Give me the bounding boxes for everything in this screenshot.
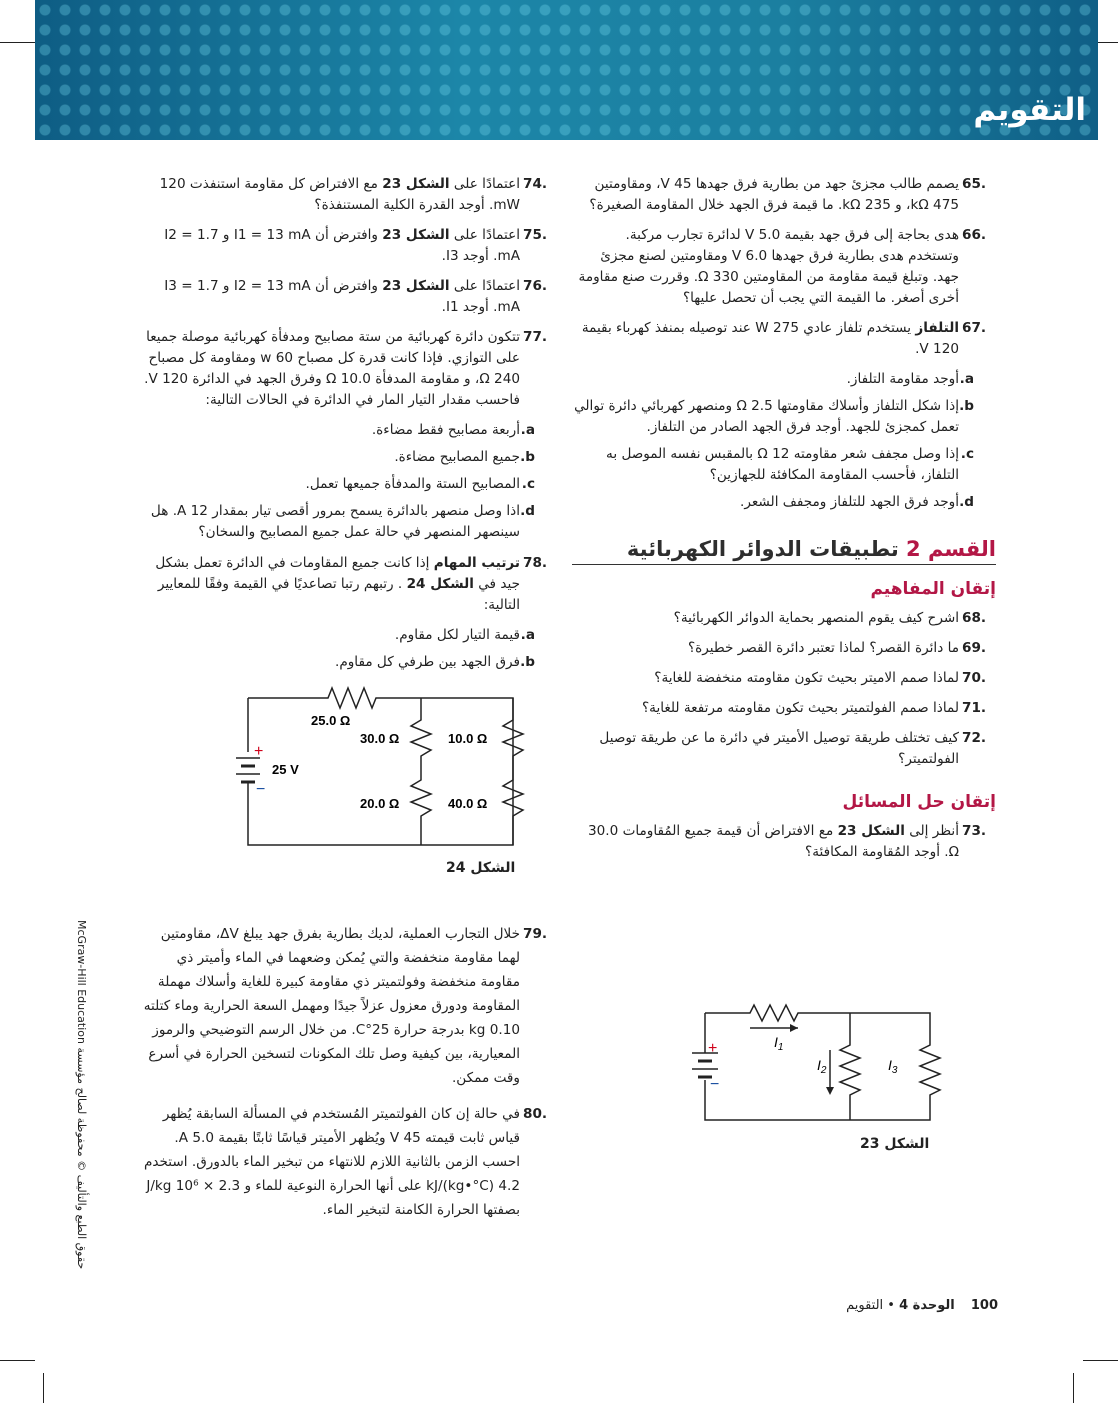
plus-sign: + [708,1040,718,1057]
section-title: تطبيقات الدوائر الكهربائية [626,537,899,561]
question-65 [572,174,996,216]
arrow-head [826,1087,834,1095]
page-footer [846,1298,998,1313]
sub-text: أربعة مصابيح فقط مضاءة. [371,422,520,438]
sub-label: a. [959,371,974,387]
crop-mark [1073,1373,1074,1403]
crop-mark [0,1360,35,1361]
question-72 [572,728,996,770]
question-text: هدى بحاجة إلى فرق جهد بقيمة 5.0 V لدائرة تجارب مركبة. وتستخدم هدى بطارية فرق جهدها 6.0 V ومقاومتين لصنع مجزئ جهد. وتبلغ قيمة مقاومة من المقاومتين 330 Ω. وقررت صنع مقاومة أخرى أصغر. ما القيمة التي يجب أن تحصل عليها؟ [578,227,959,306]
keyword: ترتيب المهام [433,555,520,571]
question-69 [572,638,996,659]
question-number: 77. [523,329,548,345]
resistor-label: 30.0 Ω [360,731,400,746]
footer-bullet: • [887,1298,895,1313]
question-70 [572,668,996,689]
question-text: خلال التجارب العملية، لديك بطارية بفرق جهد يبلغ ΔV، مقاومتين لهما مقاومة منخفضة والتي يُمكن وضعهما في الماء وأميتر ذي مقاومة منخفضة وفولتميتر ذي مقاومة كبيرة للغاية وأسلاك مهملة المقاومة ودورق معزول عزلاً جيدًا ومهمل السعة الحرارية وماء كتلته 0.10 kg بدرجة حرارة 25°C. من خلال الرسم التوضيحي والرموز المعيارية، بين كيفية وصل تلك المكونات لتسخين الحرارة في أسرع وقت ممكن. [143,926,520,1086]
question-number: 79. [523,926,548,942]
sub-label: b. [520,654,535,670]
sub-label: a. [520,627,535,643]
question-number: 70. [962,670,987,686]
sub-question [138,501,557,543]
sub-text: إذا شكل التلفاز وأسلاك مقاومتها 2.5 Ω ومنصهر كهربائي دائرة توالي تعمل كمجزئ للجهد. أوجد فرق الجهد الصادر من التلفاز. [574,398,959,435]
resistor-label: 40.0 Ω [448,796,488,811]
right-column [572,174,996,872]
question-text: اشرح كيف يقوم المنصهر بحماية الدوائر الكهربائية؟ [673,610,959,626]
question-pre: اعتمادًا على [453,278,520,294]
question-text: لماذا صمم الفولتميتر بحيث تكون مقاومته مرتفعة للغاية؟ [641,700,959,716]
minus-sign: − [256,781,266,798]
resistor-label: 10.0 Ω [448,731,488,746]
sub-question [138,474,557,495]
question-number: 75. [523,227,548,243]
question-text: تتكون دائرة كهربائية من ستة مصابيح ومدفأة كهربائية موصلة جميعا على التوازي. فإذا كانت قدرة كل مصباح 60 w ومقاومة كل مصباح 240 Ω، و مقاومة المدفأة 10.0 Ω وفرق الجهد في الدائرة 120 V. فاحسب مقدار التيار المار في الدائرة في الحالات التالية: [144,329,520,408]
crop-mark [43,1373,44,1403]
sub-label: c. [521,476,535,492]
question-75 [138,225,557,267]
question-text: ما دائرة القصر؟ لماذا تعتبر دائرة القصر خطيرة؟ [687,640,959,656]
sub-text: أوجد فرق الجهد للتلفاز ومجفف الشعر. [740,494,959,510]
sub-label: b. [520,449,535,465]
figure-24-circuit [228,680,528,855]
sub-text: إذا وصل مجفف شعر مقاومته 12 Ω بالمقبس نفسه الموصل به التلفاز، فأحسب المقاومة المكافئة للجهازين؟ [606,446,959,483]
keyword: الشكل 24 [406,576,474,592]
resistor-branch [411,698,431,845]
left-column [138,174,557,679]
page-title: التقويم [973,92,1086,128]
sub-question [572,492,996,513]
current-label-i2: $I_2$ [817,1057,827,1076]
resistor-label: 25.0 Ω [311,713,351,728]
sub-question [572,444,996,486]
question-77 [138,327,557,411]
problems-heading: إتقان حل المسائل [842,792,996,812]
sub-text: جميع المصابيح مضاءة. [394,449,520,465]
resistor [840,1013,860,1120]
current-label-i3: $I_3$ [888,1057,898,1076]
resistor-label: 20.0 Ω [360,796,400,811]
sub-text: أوجد مقاومة التلفاز. [846,371,959,387]
figure-23-caption: الشكل 23 [860,1136,930,1152]
unit-label: الوحدة 4 [899,1298,955,1313]
question-pre: إذا كانت جميع المقاومات في الدائرة تعمل بشكل جيد في [155,555,520,592]
battery-label: 25 V [272,762,299,777]
question-number: 66. [962,227,987,243]
question-pre: اعتمادًا على [453,227,520,243]
question-number: 78. [523,555,548,571]
sub-text: قيمة التيار لكل مقاوم. [394,627,520,643]
sub-question [138,420,557,441]
question-text: وافترض أن I2 = 13 mA و I3 = 1.7 mA. أوجد I1. [164,278,520,315]
question-number: 72. [962,730,987,746]
question-text: يستخدم تلفاز عادي 275 W عند توصيله بمنفذ كهرباء بقيمة 120 V. [581,320,959,357]
question-76 [138,276,557,318]
question-number: 65. [962,176,987,192]
question-pre: اعتمادًا على [453,176,520,192]
question-66 [572,225,996,309]
sub-text: اذا وصل منصهر بالدائرة يسمح بمرور أقصى تيار بمقدار 12 A. هل سينصهر المنصهر في حالة عمل جميع المصابيح والسخان؟ [150,503,520,540]
question-text: وافترض أن I1 = 13 mA و I2 = 1.7 mA. أوجد I3. [164,227,520,264]
question-number: 69. [962,640,987,656]
sub-question [138,625,557,646]
sub-question [138,652,557,673]
question-number: 74. [523,176,548,192]
sub-question [572,396,996,438]
minus-sign: − [710,1076,720,1093]
sub-label: c. [960,446,974,462]
banner-pattern [35,0,1098,140]
page-number: 100 [970,1298,998,1313]
keyword: الشكل 23 [382,176,450,192]
question-78 [138,553,557,616]
question-number: 67. [962,320,987,336]
question-pre: أنظر إلى [909,823,959,839]
crop-mark [0,42,35,43]
arrow-head [790,1024,798,1032]
question-text: مع الافتراض كل مقاومة استنفذت 120 mW. أوجد القدرة الكلية المستنفذة؟ [159,176,520,213]
resistor-branch [503,698,523,845]
sub-label: a. [520,422,535,438]
question-number: 68. [962,610,987,626]
question-number: 71. [962,700,987,716]
circuit-wire [705,1005,940,1120]
question-number: 76. [523,278,548,294]
keyword: الشكل 23 [382,278,450,294]
crop-mark [1083,1360,1118,1361]
copyright-vertical: McGraw-Hill Education حقوق الطبع والتأليف © محفوظة لصالح مؤسسة [75,920,88,1270]
question-67 [572,318,996,360]
sub-label: d. [959,494,974,510]
keyword: الشكل 23 [837,823,905,839]
question-text: في حالة إن كان الفولتميتر المُستخدم في المسألة السابقة يُظهر قياس ثابت قيمته 45 V ويُظهر الأميتر قياسًا ثابتًا بقيمة 5.0 A. احسب الزمن بالثانية اللازم للانتهاء من تبخير الماء بالدورق. استخدم 4.2 kJ/(kg•°C) على أنها الحرارة النوعية للماء و 2.3 × 10⁶ J/kg بصفتها الحرارة الكامنة لتبخير الماء. [143,1106,520,1218]
question-text: كيف تختلف طريقة توصيل الأميتر في دائرة ما عن طريقة توصيل الفولتميتر؟ [599,730,959,767]
current-label-i1: $I_1$ [774,1034,784,1053]
section-label: القسم 2 [906,537,996,561]
plus-sign: + [254,743,264,760]
sub-text: فرق الجهد بين طرفي كل مقاوم. [335,654,520,670]
left-column-bottom [138,922,557,1231]
figure-23-circuit [690,995,950,1125]
sub-question [572,369,996,390]
question-text: مع الافتراض أن قيمة جميع المُقاومات 30.0 Ω. أوجد المُقاومة المكافئة؟ [587,823,959,860]
question-text: . رتبهم رتبا تصاعديًا في القيمة وفقًا للمعايير التالية: [157,576,520,613]
sub-label: b. [959,398,974,414]
concepts-heading: إتقان المفاهيم [870,579,996,599]
question-71 [572,698,996,719]
question-73 [572,821,996,863]
question-80 [138,1102,557,1222]
question-68 [572,608,996,629]
question-text: لماذا صمم الاميتر بحيث تكون مقاومته منخفضة للغاية؟ [654,670,959,686]
question-number: 80. [523,1106,548,1122]
section-heading [572,539,996,565]
keyword: الشكل 23 [382,227,450,243]
question-79 [138,922,557,1090]
question-text: يصمم طالب مجزئ جهد من بطارية فرق جهدها 45 V، ومقاومتين 475 kΩ، و 235 kΩ. ما قيمة فرق الجهد خلال المقاومة الصغيرة؟ [589,176,959,213]
figure-24-caption: الشكل 24 [446,860,516,876]
question-74 [138,174,557,216]
question-number: 73. [962,823,987,839]
sub-question [138,447,557,468]
chapter-label: التقويم [846,1298,884,1313]
header-banner [35,0,1098,140]
sub-label: d. [520,503,535,519]
sub-text: المصابيح الستة والمدفأة جميعها تعمل. [305,476,520,492]
keyword: التلفاز [915,320,959,336]
